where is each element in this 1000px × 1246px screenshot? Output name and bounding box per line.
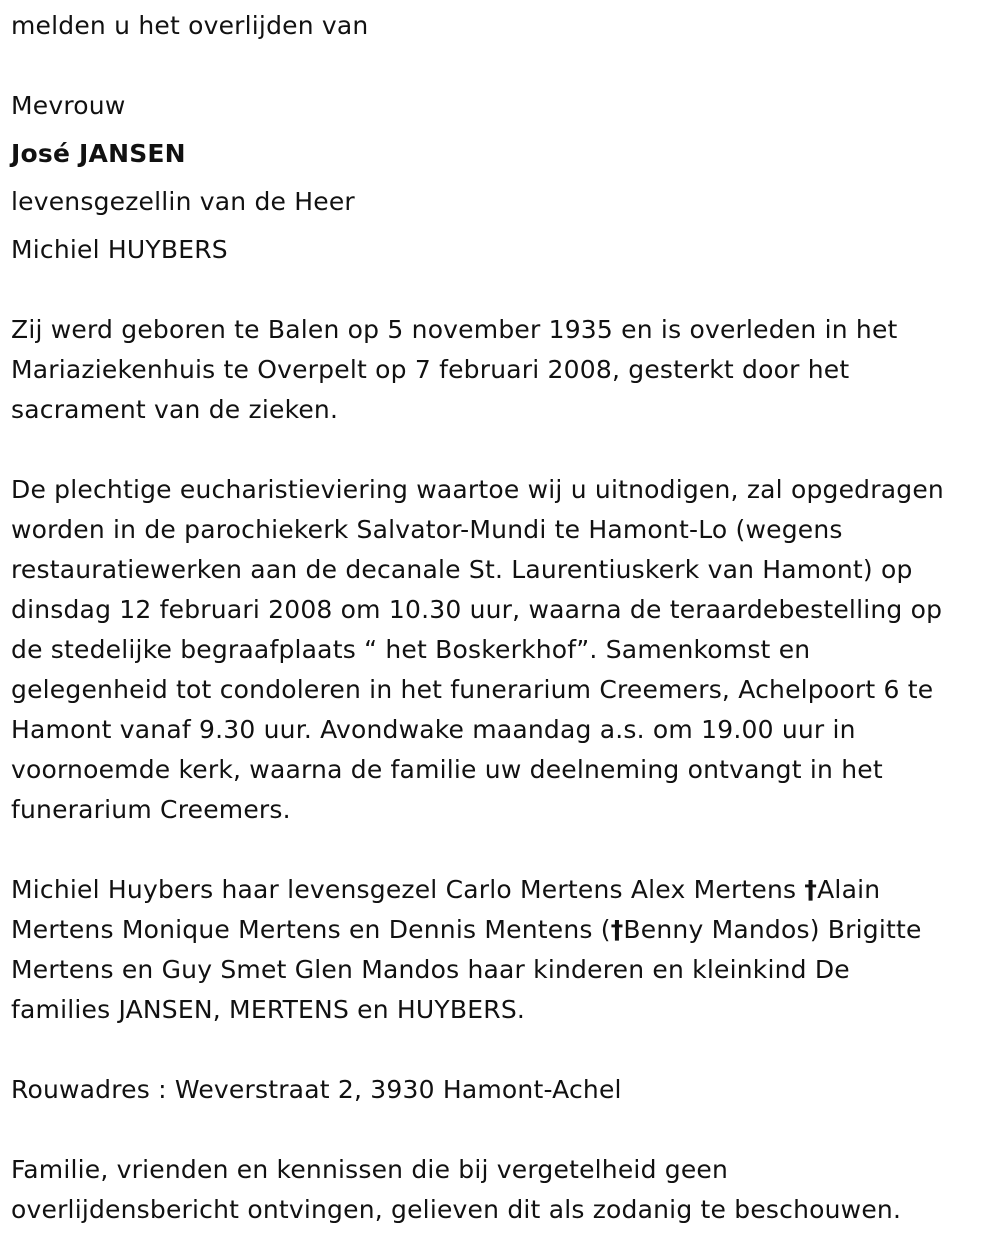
- paragraph-line: funerarium Creemers.: [11, 795, 291, 824]
- cross-icon: †: [804, 875, 818, 904]
- paragraph-line: de stedelijke begraafplaats “ het Boskerkhof”. Samenkomst en: [11, 635, 811, 664]
- paragraph-line: Hamont vanaf 9.30 uur. Avondwake maandag a.s. om 19.00 uur in: [11, 715, 856, 744]
- birth-death-paragraph: [11, 310, 996, 430]
- service-paragraph: [11, 470, 996, 830]
- cross-icon: †: [610, 915, 624, 944]
- family-text: Michiel Huybers haar levensgezel Carlo Mertens Alex Mertens: [11, 875, 805, 904]
- paragraph-line: [11, 910, 996, 950]
- family-text: Alain: [817, 875, 881, 904]
- paragraph-line: gelegenheid tot condoleren in het funerarium Creemers, Achelpoort 6 te: [11, 675, 934, 704]
- paragraph-line: overlijdensbericht ontvingen, gelieven dit als zodanig te beschouwen.: [11, 1195, 902, 1224]
- paragraph-line: restauratiewerken aan de decanale St. Laurentiuskerk van Hamont) op: [11, 555, 913, 584]
- honorific-title: Mevrouw: [11, 91, 126, 120]
- deceased-name: José JANSEN: [11, 139, 186, 168]
- address-paragraph: [11, 1070, 996, 1110]
- paragraph-line: families JANSEN, MERTENS en HUYBERS.: [11, 995, 526, 1024]
- paragraph-line: De plechtige eucharistieviering waartoe wij u uitnodigen, zal opgedragen: [11, 475, 944, 504]
- relation-text: levensgezellin van de Heer: [11, 187, 355, 216]
- family-text: Benny Mandos) Brigitte: [623, 915, 922, 944]
- closing-paragraph: [11, 1150, 996, 1230]
- paragraph-line: sacrament van de zieken.: [11, 395, 339, 424]
- paragraph-line: Mertens en Guy Smet Glen Mandos haar kinderen en kleinkind De: [11, 955, 850, 984]
- intro-text: melden u het overlijden van: [11, 11, 369, 40]
- paragraph-line: Familie, vrienden en kennissen die bij vergetelheid geen: [11, 1155, 729, 1184]
- paragraph-line: worden in de parochiekerk Salvator-Mundi te Hamont-Lo (wegens: [11, 515, 843, 544]
- mourning-address: Rouwadres : Weverstraat 2, 3930 Hamont-Achel: [11, 1075, 622, 1104]
- paragraph-line: Mariaziekenhuis te Overpelt op 7 februari 2008, gesterkt door het: [11, 355, 850, 384]
- partner-name: Michiel HUYBERS: [11, 235, 228, 264]
- paragraph-line: [11, 870, 996, 910]
- family-paragraph: [11, 870, 996, 1030]
- paragraph-line: dinsdag 12 februari 2008 om 10.30 uur, waarna de teraardebestelling op: [11, 595, 943, 624]
- family-text: Mertens Monique Mertens en Dennis Mentens (: [11, 915, 611, 944]
- paragraph-line: voornoemde kerk, waarna de familie uw deelneming ontvangt in het: [11, 755, 883, 784]
- paragraph-line: Zij werd geboren te Balen op 5 november 1935 en is overleden in het: [11, 315, 898, 344]
